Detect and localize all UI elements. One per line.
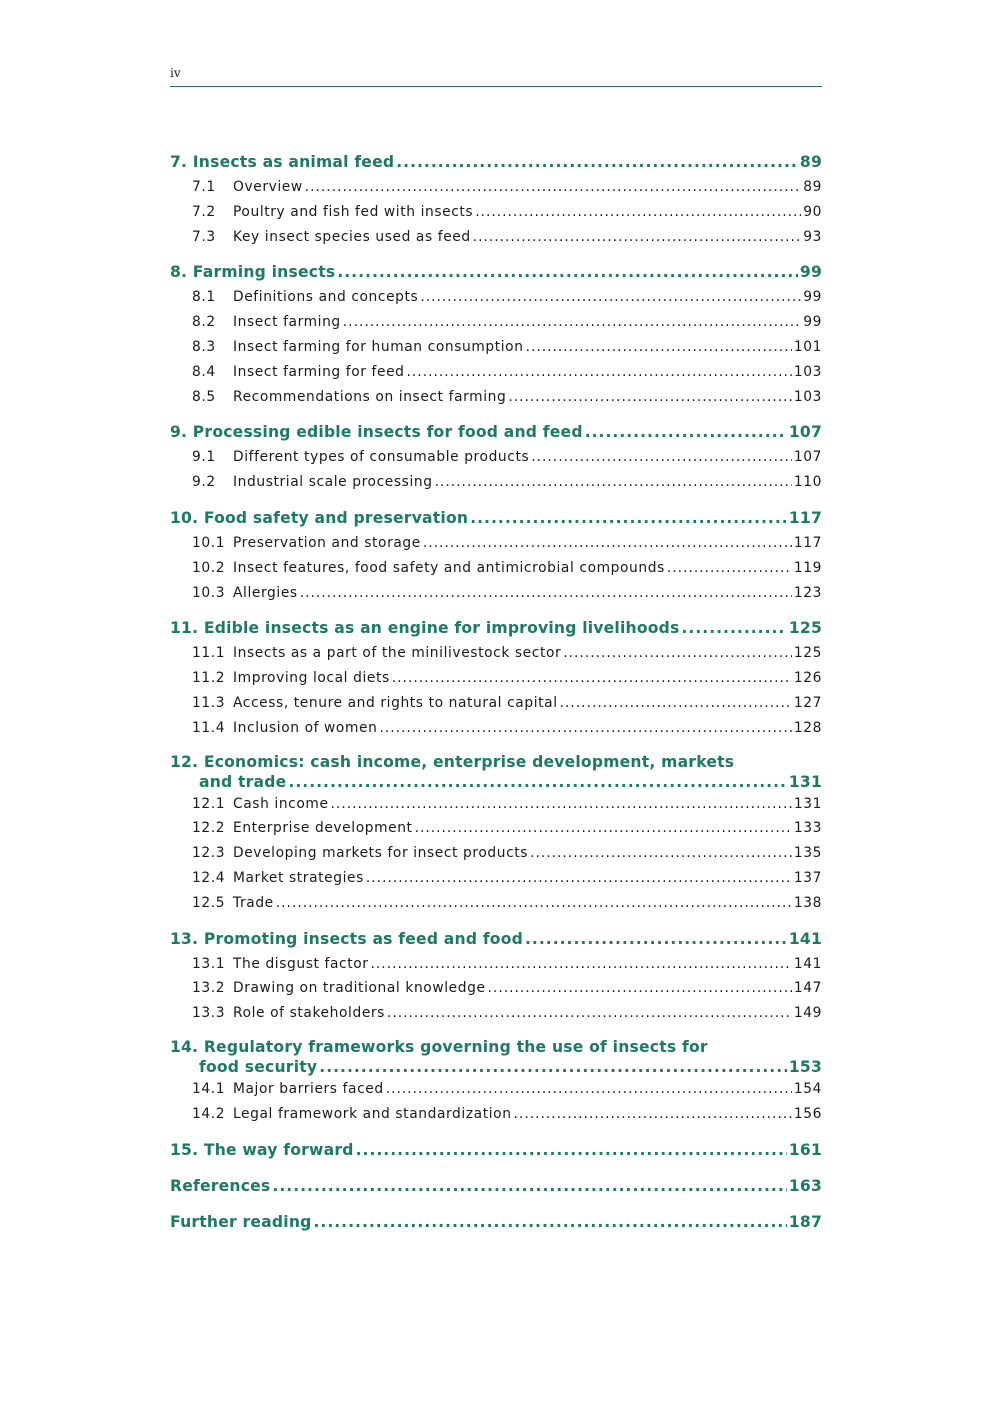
dot-leader bbox=[585, 420, 787, 445]
page-header bbox=[170, 62, 822, 87]
dot-leader bbox=[356, 1138, 787, 1163]
section-page: 101 bbox=[793, 338, 822, 355]
section-number: 9.2 bbox=[192, 474, 216, 491]
chapter-entry[interactable] bbox=[170, 927, 822, 952]
section-number: 11.1 bbox=[192, 645, 226, 662]
section-page: 133 bbox=[793, 820, 822, 837]
section-entry[interactable] bbox=[170, 225, 822, 250]
toc-chapter bbox=[170, 506, 822, 605]
toc-chapter bbox=[170, 1037, 822, 1127]
chapter-title: 12. Economics: cash income, enterprise development, markets bbox=[170, 752, 735, 771]
dot-leader bbox=[396, 150, 798, 175]
dot-leader bbox=[530, 841, 792, 866]
section-page: 156 bbox=[793, 1105, 822, 1122]
page-number: iv bbox=[170, 66, 181, 80]
dot-leader bbox=[319, 1057, 787, 1077]
section-page: 126 bbox=[793, 670, 822, 687]
section-number: 12.4 bbox=[192, 869, 226, 886]
section-entry[interactable] bbox=[170, 1077, 822, 1102]
dot-leader bbox=[682, 616, 787, 641]
chapter-entry[interactable] bbox=[170, 772, 822, 792]
dot-leader bbox=[366, 866, 792, 891]
section-title: Insect farming bbox=[233, 314, 341, 331]
dot-leader bbox=[488, 976, 792, 1001]
chapter-entry[interactable] bbox=[170, 260, 822, 285]
chapter-title: 14. Regulatory frameworks governing the use of insects for bbox=[170, 1037, 708, 1056]
chapter-entry[interactable] bbox=[170, 150, 822, 175]
dot-leader bbox=[272, 1174, 786, 1199]
section-title: Insect farming for feed bbox=[233, 363, 405, 380]
dot-leader bbox=[667, 556, 792, 581]
section-title: The disgust factor bbox=[233, 955, 369, 972]
chapter-page: 125 bbox=[788, 619, 822, 638]
section-title: Insect farming for human consumption bbox=[233, 338, 524, 355]
toc-chapter bbox=[170, 616, 822, 740]
chapter-title-line[interactable] bbox=[170, 752, 822, 772]
dot-leader bbox=[386, 1077, 792, 1102]
section-title: Legal framework and standardization bbox=[233, 1105, 512, 1122]
section-number: 8.2 bbox=[192, 314, 216, 331]
dot-leader bbox=[526, 335, 792, 360]
dot-leader bbox=[343, 310, 801, 335]
section-number: 8.3 bbox=[192, 338, 216, 355]
dot-leader bbox=[531, 445, 792, 470]
section-title: Insect features, food safety and antimicrobial compounds bbox=[233, 559, 665, 576]
chapter-title: References bbox=[170, 1176, 271, 1195]
dot-leader bbox=[508, 385, 792, 410]
chapter-title: 11. Edible insects as an engine for improving livelihoods bbox=[170, 619, 680, 638]
dot-leader bbox=[371, 952, 792, 977]
section-number: 10.3 bbox=[192, 584, 226, 601]
dot-leader bbox=[420, 285, 801, 310]
section-entry[interactable] bbox=[170, 385, 822, 410]
section-entry[interactable] bbox=[170, 792, 822, 817]
section-entry[interactable] bbox=[170, 841, 822, 866]
dot-leader bbox=[435, 470, 792, 495]
section-page: 93 bbox=[803, 228, 822, 245]
section-title: Poultry and fish fed with insects bbox=[233, 203, 474, 220]
section-entry[interactable] bbox=[170, 816, 822, 841]
section-title: Market strategies bbox=[233, 869, 364, 886]
section-page: 154 bbox=[793, 1080, 822, 1097]
chapter-title: 7. Insects as animal feed bbox=[170, 153, 395, 171]
dot-leader bbox=[423, 531, 792, 556]
section-entry[interactable] bbox=[170, 310, 822, 335]
section-title: Inclusion of women bbox=[233, 719, 378, 736]
chapter-page: 163 bbox=[788, 1176, 822, 1195]
dot-leader bbox=[300, 581, 792, 606]
chapter-title-line[interactable] bbox=[170, 1037, 822, 1057]
section-title: Recommendations on insect farming bbox=[233, 388, 507, 405]
dot-leader bbox=[331, 792, 792, 817]
chapter-page: 117 bbox=[788, 508, 822, 527]
section-entry[interactable] bbox=[170, 470, 822, 495]
chapter-entry[interactable] bbox=[170, 1057, 822, 1077]
section-entry[interactable] bbox=[170, 716, 822, 741]
section-number: 7.3 bbox=[192, 228, 216, 245]
toc-chapter bbox=[170, 1210, 822, 1235]
section-number: 7.2 bbox=[192, 203, 216, 220]
section-entry[interactable] bbox=[170, 641, 822, 666]
section-number: 13.2 bbox=[192, 980, 226, 997]
chapter-page: 187 bbox=[788, 1212, 822, 1231]
section-entry[interactable] bbox=[170, 175, 822, 200]
section-title: Improving local diets bbox=[233, 670, 390, 687]
section-entry[interactable] bbox=[170, 360, 822, 385]
section-title: Cash income bbox=[233, 795, 329, 812]
section-entry[interactable] bbox=[170, 445, 822, 470]
section-page: 103 bbox=[793, 363, 822, 380]
chapter-entry[interactable] bbox=[170, 420, 822, 445]
section-number: 9.1 bbox=[192, 449, 216, 466]
section-number: 10.2 bbox=[192, 559, 226, 576]
dot-leader bbox=[379, 716, 791, 741]
dot-leader bbox=[407, 360, 792, 385]
chapter-page: 99 bbox=[799, 263, 822, 282]
section-entry[interactable] bbox=[170, 952, 822, 977]
toc-chapter bbox=[170, 927, 822, 1026]
chapter-page: 141 bbox=[788, 929, 822, 948]
dot-leader bbox=[415, 816, 792, 841]
section-title: Developing markets for insect products bbox=[233, 845, 529, 862]
section-number: 12.5 bbox=[192, 894, 226, 911]
dot-leader bbox=[337, 260, 798, 285]
dot-leader bbox=[514, 1102, 792, 1127]
section-title: Drawing on traditional knowledge bbox=[233, 980, 486, 997]
dot-leader bbox=[525, 927, 787, 952]
chapter-title: 13. Promoting insects as feed and food bbox=[170, 929, 523, 948]
chapter-title-continuation: and trade bbox=[199, 772, 287, 791]
section-title: Industrial scale processing bbox=[233, 474, 433, 491]
section-number: 14.2 bbox=[192, 1105, 226, 1122]
toc-chapter bbox=[170, 1138, 822, 1163]
chapter-entry[interactable] bbox=[170, 506, 822, 531]
toc-chapter bbox=[170, 1174, 822, 1199]
chapter-page: 153 bbox=[788, 1057, 822, 1076]
section-entry[interactable] bbox=[170, 866, 822, 891]
section-number: 13.3 bbox=[192, 1005, 226, 1022]
dot-leader bbox=[560, 691, 792, 716]
section-entry[interactable] bbox=[170, 891, 822, 916]
section-page: 141 bbox=[793, 955, 822, 972]
section-page: 110 bbox=[793, 474, 822, 491]
section-entry[interactable] bbox=[170, 976, 822, 1001]
dot-leader bbox=[387, 1001, 792, 1026]
section-entry[interactable] bbox=[170, 1102, 822, 1127]
section-entry[interactable] bbox=[170, 666, 822, 691]
dot-leader bbox=[392, 666, 792, 691]
dot-leader bbox=[313, 1210, 786, 1235]
section-page: 99 bbox=[803, 314, 822, 331]
section-title: Insects as a part of the minilivestock sector bbox=[233, 645, 562, 662]
toc-chapter bbox=[170, 150, 822, 249]
chapter-title: Further reading bbox=[170, 1212, 312, 1231]
section-entry[interactable] bbox=[170, 200, 822, 225]
section-number: 8.5 bbox=[192, 388, 216, 405]
section-title: Major barriers faced bbox=[233, 1080, 384, 1097]
chapter-title: 9. Processing edible insects for food and feed bbox=[170, 423, 583, 442]
section-title: Access, tenure and rights to natural capital bbox=[233, 694, 558, 711]
section-number: 11.2 bbox=[192, 670, 226, 687]
section-entry[interactable] bbox=[170, 1001, 822, 1026]
section-page: 119 bbox=[793, 559, 822, 576]
chapter-title-continuation: food security bbox=[199, 1057, 318, 1076]
section-number: 12.3 bbox=[192, 845, 226, 862]
section-number: 12.1 bbox=[192, 795, 226, 812]
section-number: 12.2 bbox=[192, 820, 226, 837]
section-title: Role of stakeholders bbox=[233, 1005, 385, 1022]
chapter-page: 131 bbox=[788, 772, 822, 791]
section-page: 125 bbox=[793, 645, 822, 662]
chapter-title: 10. Food safety and preservation bbox=[170, 508, 469, 527]
section-page: 135 bbox=[793, 845, 822, 862]
dot-leader bbox=[563, 641, 792, 666]
section-title: Allergies bbox=[233, 584, 298, 601]
dot-leader bbox=[276, 891, 792, 916]
section-entry[interactable] bbox=[170, 335, 822, 360]
section-number: 8.1 bbox=[192, 289, 216, 306]
section-title: Key insect species used as feed bbox=[233, 228, 471, 245]
section-entry[interactable] bbox=[170, 556, 822, 581]
table-of-contents bbox=[170, 150, 822, 1246]
section-page: 99 bbox=[803, 289, 822, 306]
section-number: 10.1 bbox=[192, 534, 226, 551]
section-number: 8.4 bbox=[192, 363, 216, 380]
section-title: Different types of consumable products bbox=[233, 449, 530, 466]
section-title: Definitions and concepts bbox=[233, 289, 419, 306]
chapter-title: 8. Farming insects bbox=[170, 263, 336, 282]
section-page: 127 bbox=[793, 694, 822, 711]
section-page: 117 bbox=[793, 534, 822, 551]
chapter-entry[interactable] bbox=[170, 616, 822, 641]
section-page: 89 bbox=[803, 179, 822, 195]
chapter-entry[interactable] bbox=[170, 1210, 822, 1235]
chapter-title: 15. The way forward bbox=[170, 1140, 354, 1159]
chapter-page: 89 bbox=[799, 153, 822, 171]
section-entry[interactable] bbox=[170, 531, 822, 556]
chapter-entry[interactable] bbox=[170, 1138, 822, 1163]
dot-leader bbox=[473, 225, 802, 250]
section-entry[interactable] bbox=[170, 581, 822, 606]
section-entry[interactable] bbox=[170, 691, 822, 716]
section-page: 149 bbox=[793, 1005, 822, 1022]
section-page: 137 bbox=[793, 869, 822, 886]
section-page: 147 bbox=[793, 980, 822, 997]
section-page: 90 bbox=[803, 203, 822, 220]
section-number: 11.4 bbox=[192, 719, 226, 736]
dot-leader bbox=[470, 506, 787, 531]
section-title: Trade bbox=[233, 894, 274, 911]
chapter-entry[interactable] bbox=[170, 1174, 822, 1199]
chapter-page: 107 bbox=[788, 423, 822, 442]
toc-chapter bbox=[170, 260, 822, 409]
section-page: 131 bbox=[793, 795, 822, 812]
section-number: 7.1 bbox=[192, 179, 216, 195]
section-title: Enterprise development bbox=[233, 820, 413, 837]
section-page: 107 bbox=[793, 449, 822, 466]
toc-chapter bbox=[170, 752, 822, 916]
section-title: Preservation and storage bbox=[233, 534, 421, 551]
chapter-page: 161 bbox=[788, 1140, 822, 1159]
section-number: 13.1 bbox=[192, 955, 226, 972]
section-page: 128 bbox=[793, 719, 822, 736]
dot-leader bbox=[305, 175, 801, 200]
section-page: 123 bbox=[793, 584, 822, 601]
dot-leader bbox=[475, 200, 801, 225]
section-page: 138 bbox=[793, 894, 822, 911]
toc-chapter bbox=[170, 420, 822, 495]
section-title: Overview bbox=[233, 179, 303, 195]
section-number: 14.1 bbox=[192, 1080, 226, 1097]
section-page: 103 bbox=[793, 388, 822, 405]
section-entry[interactable] bbox=[170, 285, 822, 310]
section-number: 11.3 bbox=[192, 694, 226, 711]
dot-leader bbox=[288, 772, 786, 792]
